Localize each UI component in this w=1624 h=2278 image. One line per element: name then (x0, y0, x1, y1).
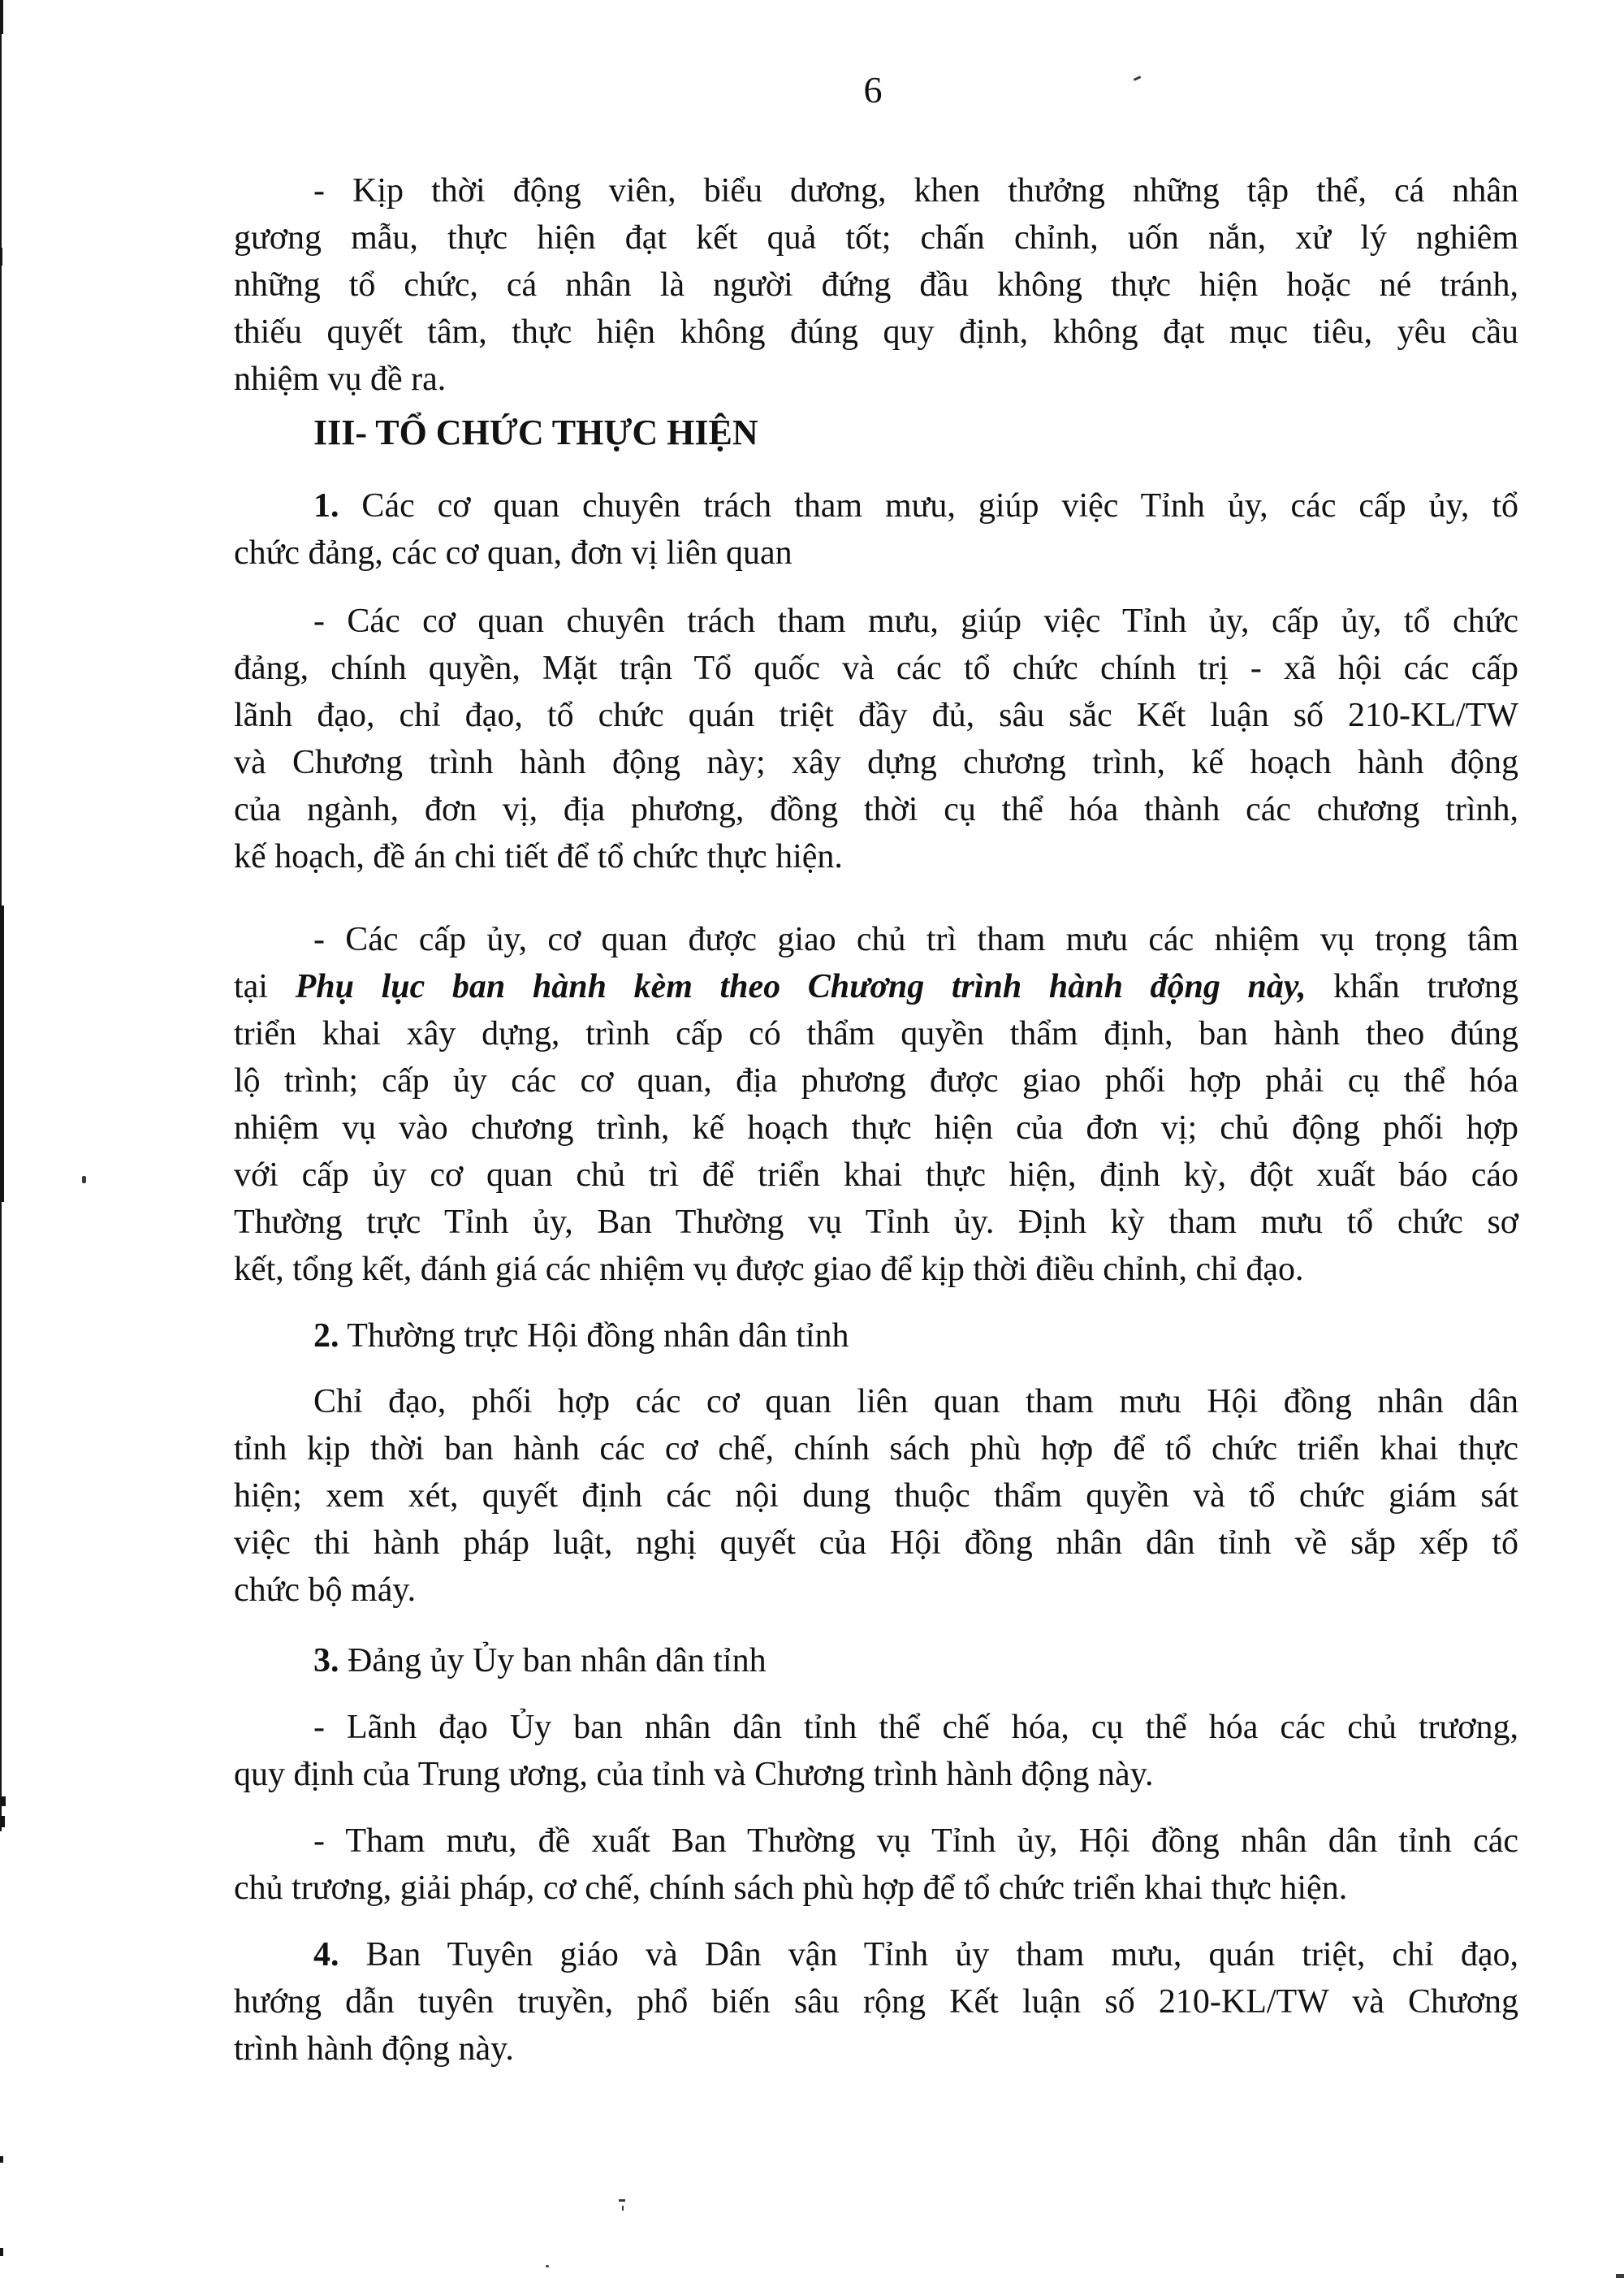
scan-edge-tick-2 (0, 1816, 5, 1827)
text-line (234, 1519, 1518, 1567)
heading-to-chuc-thuc-hien (234, 409, 1518, 456)
text-run: nhiệm vụ vào chương trình, kế hoạch thực hiện của đơn vị; chủ động phối hợp (234, 1109, 1518, 1147)
text-run: - Các cơ quan chuyên trách tham mưu, giúp việc Tỉnh ủy, cấp ủy, tổ chức (313, 603, 1518, 640)
text-line (234, 1818, 1518, 1865)
text-line (234, 482, 1518, 530)
text-line (234, 1152, 1518, 1199)
text-line (234, 530, 1518, 577)
text-line (234, 1104, 1518, 1152)
text-run-bi: Phụ lục ban hành kèm theo Chương trình hành động này, (295, 968, 1307, 1005)
text-line (234, 692, 1518, 739)
text-run-b: 4. (313, 1936, 339, 1973)
text-run: Các cơ quan chuyên trách tham mưu, giúp việc Tỉnh ủy, các cấp ủy, tổ (339, 487, 1518, 525)
text-run: những tổ chức, cá nhân là người đứng đầu không thực hiện hoặc né tránh, (234, 266, 1518, 304)
text-line (234, 1704, 1518, 1751)
text-run: tỉnh kịp thời ban hành các cơ chế, chính sách phù hợp để tổ chức triển khai thực (234, 1430, 1518, 1468)
paragraph-chi-dao-phoi-hop (234, 1378, 1518, 1614)
text-line (234, 1751, 1518, 1798)
paragraph-tham-muu-de-xuat (234, 1818, 1518, 1912)
text-run: chủ trương, giải pháp, cơ chế, chính sách phù hợp để tổ chức triển khai thực hiện. (234, 1870, 1348, 1907)
section-4-ban-tuyen-giao (234, 1931, 1518, 2073)
text-run: chức đảng, các cơ quan, đơn vị liên quan (234, 534, 793, 572)
scan-speck-bottom-right-corner (1616, 2274, 1624, 2278)
text-line (234, 1472, 1518, 1519)
text-run-b: 3. (313, 1642, 339, 1679)
text-line (234, 963, 1518, 1010)
text-line (234, 167, 1518, 214)
text-line (234, 409, 1518, 456)
text-line (234, 1010, 1518, 1057)
text-line (234, 598, 1518, 645)
text-run: trình hành động này. (234, 2030, 514, 2068)
scan-edge-bump (0, 248, 2, 266)
text-run: và Chương trình hành động này; xây dựng chương trình, kế hoạch hành động (234, 744, 1518, 781)
scan-speck-bottom-center-1 (619, 2199, 625, 2202)
text-run: đảng, chính quyền, Mặt trận Tổ quốc và các tổ chức chính trị - xã hội các cấp (234, 650, 1518, 687)
text-run: khẩn trương (1306, 968, 1518, 1005)
text-line (234, 262, 1518, 309)
scan-edge-speck-2 (0, 2248, 3, 2256)
text-line (234, 1199, 1518, 1246)
text-run: hướng dẫn tuyên truyền, phổ biến sâu rộng Kết luận số 210-KL/TW và Chương (234, 1983, 1518, 2021)
section-1-cac-co-quan (234, 482, 1518, 577)
text-line (234, 645, 1518, 692)
text-run: tại (234, 968, 296, 1005)
text-line (234, 1567, 1518, 1614)
text-run: chức bộ máy. (234, 1571, 417, 1609)
paragraph-lanh-dao-ubnd (234, 1704, 1518, 1798)
text-run: gương mẫu, thực hiện đạt kết quả tốt; chấn chỉnh, uốn nắn, xử lý nghiêm (234, 219, 1518, 257)
text-line (234, 1865, 1518, 1912)
text-run: - Lãnh đạo Ủy ban nhân dân tỉnh thể chế hóa, cụ thể hóa các chủ trương, (313, 1709, 1518, 1746)
text-line (234, 1057, 1518, 1104)
text-run: kế hoạch, đề án chi tiết để tổ chức thực hiện. (234, 838, 843, 875)
text-run: - Các cấp ủy, cơ quan được giao chủ trì tham mưu các nhiệm vụ trọng tâm (313, 921, 1518, 958)
paragraph-cac-cap-uy (234, 916, 1518, 1293)
text-run-b: 1. (313, 487, 339, 525)
text-line (234, 1378, 1518, 1425)
text-line (234, 356, 1518, 403)
scan-edge-tick-1 (0, 1796, 6, 1806)
text-run: - Tham mưu, đề xuất Ban Thường vụ Tỉnh ủy, Hội đồng nhân dân tỉnh các (313, 1822, 1518, 1860)
text-run: nhiệm vụ đề ra. (234, 361, 447, 398)
text-line (234, 1425, 1518, 1472)
scan-speck-bottom-dot (546, 2265, 549, 2267)
text-run: việc thi hành pháp luật, nghị quyết của Hội đồng nhân dân tỉnh về sắp xếp tổ (234, 1524, 1518, 1562)
text-run-b: 2. (313, 1317, 339, 1355)
text-line (234, 786, 1518, 833)
page-number: 6 (863, 69, 883, 110)
text-run: lộ trình; cấp ủy các cơ quan, địa phương được giao phối hợp phải cụ thể hóa (234, 1062, 1518, 1100)
section-2-thuong-truc-hdnd (234, 1312, 1518, 1359)
paragraph-khen-thuong (234, 167, 1518, 403)
scan-edge-speck-1 (0, 2156, 3, 2163)
scan-edge-thick-segment (0, 906, 4, 1202)
text-line (234, 916, 1518, 963)
text-line (234, 214, 1518, 262)
text-run: hiện; xem xét, quyết định các nội dung thuộc thẩm quyền và tổ chức giám sát (234, 1477, 1518, 1515)
text-run: - Kịp thời động viên, biểu dương, khen thưởng những tập thể, cá nhân (313, 172, 1518, 210)
text-run: kết, tổng kết, đánh giá các nhiệm vụ được giao để kịp thời điều chỉnh, chỉ đạo. (234, 1251, 1304, 1288)
text-run: III- TỔ CHỨC THỰC HIỆN (313, 413, 758, 452)
text-line (234, 833, 1518, 880)
text-line (234, 1637, 1518, 1684)
text-run: thiếu quyết tâm, thực hiện không đúng quy định, không đạt mục tiêu, yêu cầu (234, 313, 1518, 351)
text-run: Đảng ủy Ủy ban nhân dân tỉnh (339, 1642, 767, 1679)
scan-speck-left-middle (82, 1176, 86, 1183)
text-line (234, 2025, 1518, 2073)
text-run: Ban Tuyên giáo và Dân vận Tỉnh ủy tham mưu, quán triệt, chỉ đạo, (339, 1936, 1518, 1973)
section-3-dang-uy-ubnd (234, 1637, 1518, 1684)
text-run: Thường trực Tỉnh ủy, Ban Thường vụ Tỉnh ủy. Định kỳ tham mưu tổ chức sơ (234, 1204, 1518, 1241)
text-run: của ngành, đơn vị, địa phương, đồng thời cụ thể hóa thành các chương trình, (234, 791, 1518, 828)
text-run: Thường trực Hội đồng nhân dân tỉnh (339, 1317, 849, 1355)
text-run: quy định của Trung ương, của tỉnh và Chương trình hành động này. (234, 1756, 1154, 1793)
text-line (234, 309, 1518, 356)
scan-edge-line-top (0, 0, 3, 34)
text-line (234, 1931, 1518, 1978)
scan-speck-bottom-center-2 (622, 2206, 624, 2211)
text-run: với cấp ủy cơ quan chủ trì để triển khai thực hiện, định kỳ, đột xuất báo cáo (234, 1156, 1518, 1194)
text-line (234, 1978, 1518, 2025)
text-line (234, 739, 1518, 786)
text-run: Chỉ đạo, phối hợp các cơ quan liên quan tham mưu Hội đồng nhân dân (313, 1383, 1518, 1420)
text-line (234, 1312, 1518, 1359)
paragraph-lanh-dao-chi-dao (234, 598, 1518, 880)
text-run: triển khai xây dựng, trình cấp có thẩm quyền thẩm định, ban hành theo đúng (234, 1015, 1518, 1053)
text-run: lãnh đạo, chỉ đạo, tổ chức quán triệt đầy đủ, sâu sắc Kết luận số 210-KL/TW (234, 697, 1518, 734)
text-line (234, 1246, 1518, 1293)
